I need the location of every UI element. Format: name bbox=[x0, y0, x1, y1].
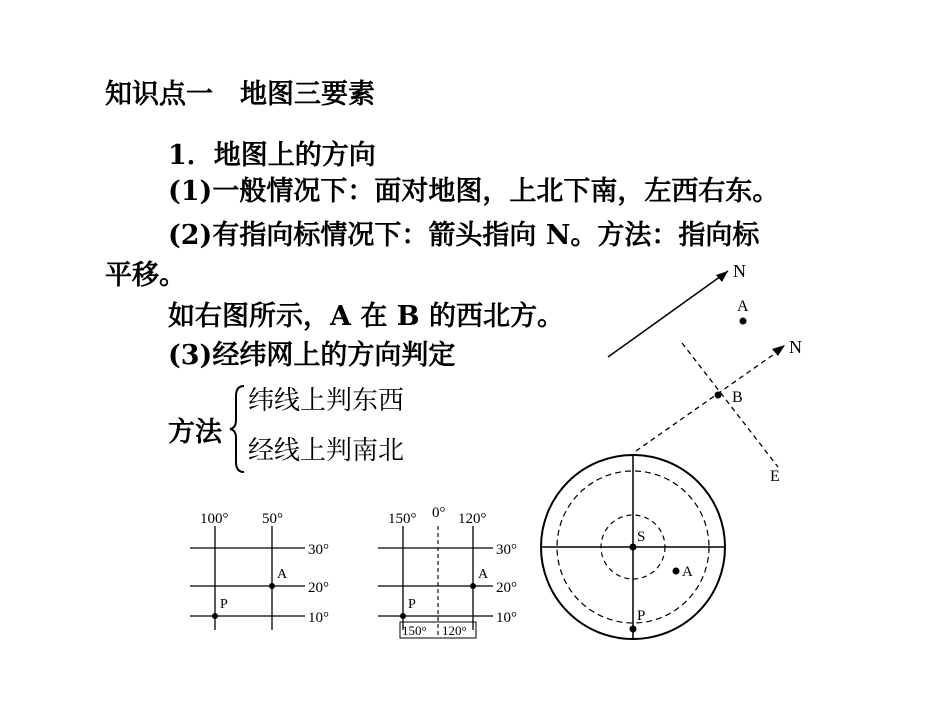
method-label: 方法 bbox=[168, 417, 222, 448]
grid2-point-p-label: P bbox=[408, 597, 416, 612]
grid1-point-a-label: A bbox=[277, 567, 288, 582]
text-line-3: (2)有指向标情况下：箭头指向 N。方法：指向标 bbox=[168, 220, 760, 251]
method-rule-2: 经线上判南北 bbox=[248, 436, 405, 466]
section-heading: 知识点一 地图三要素 bbox=[105, 79, 375, 110]
grid2-point-p bbox=[400, 613, 406, 619]
grid2-lat-bot: 10° bbox=[496, 610, 517, 626]
text-line-2: (1)一般情况下：面对地图，上北下南，左西右东。 bbox=[168, 176, 780, 207]
polar-point-a-label: A bbox=[682, 564, 693, 580]
grid2-bottom-left: 150° bbox=[402, 623, 427, 638]
north-label-right: N bbox=[789, 337, 802, 357]
grid1-lon-left: 100° bbox=[200, 511, 229, 527]
point-b-label: B bbox=[732, 389, 743, 406]
grid1-lon-right: 50° bbox=[262, 511, 283, 527]
grid1-point-a bbox=[269, 583, 275, 589]
polar-point-p bbox=[630, 626, 637, 633]
grid2-lat-mid: 20° bbox=[496, 580, 517, 596]
direction-figure bbox=[600, 255, 820, 485]
latlon-grid-1 bbox=[190, 508, 350, 648]
polar-point-s-label: S bbox=[637, 529, 646, 545]
polar-point-a bbox=[673, 568, 680, 575]
grid2-lat-top: 30° bbox=[496, 542, 517, 558]
north-label-top: N bbox=[733, 261, 746, 281]
latlon-grid-2 bbox=[378, 505, 538, 648]
point-a-label: A bbox=[737, 298, 749, 315]
grid1-lat-mid: 20° bbox=[308, 580, 329, 596]
polar-figure bbox=[534, 448, 734, 648]
grid2-lon-right: 120° bbox=[458, 511, 487, 527]
text-line-4: 如右图所示，A 在 B 的西北方。 bbox=[168, 301, 564, 332]
polar-point-s bbox=[630, 544, 637, 551]
grid1-point-p bbox=[212, 613, 218, 619]
method-rule-1: 纬线上判东西 bbox=[248, 386, 405, 416]
grid2-lon-left: 150° bbox=[388, 511, 417, 527]
grid1-lat-bot: 10° bbox=[308, 610, 329, 626]
grid1-point-p-label: P bbox=[220, 597, 228, 612]
grid1-lat-top: 30° bbox=[308, 542, 329, 558]
grid2-lon-mid: 0° bbox=[432, 505, 446, 521]
point-b-dot bbox=[715, 392, 722, 399]
grid2-bottom-right: 120° bbox=[442, 623, 467, 638]
text-line-3b: 平移。 bbox=[105, 260, 186, 291]
grid2-point-a-label: A bbox=[478, 567, 489, 582]
polar-point-p-label: P bbox=[637, 608, 646, 624]
text-line-1: 1．地图上的方向 bbox=[168, 140, 376, 171]
point-a-dot bbox=[740, 318, 747, 325]
text-line-5: (3)经纬网上的方向判定 bbox=[168, 340, 456, 371]
east-label: E bbox=[770, 468, 780, 485]
method-brace bbox=[228, 384, 248, 474]
grid2-point-a bbox=[470, 583, 476, 589]
